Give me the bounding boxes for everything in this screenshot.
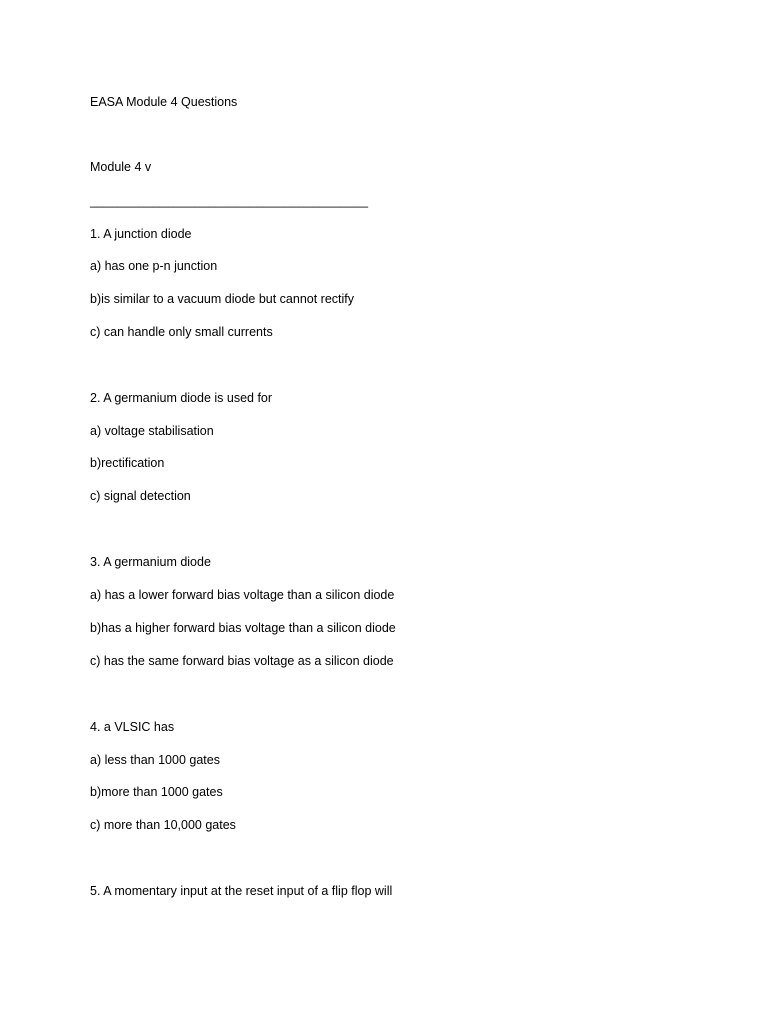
question-4-option-c: c) more than 10,000 gates: [90, 818, 236, 832]
question-5-prompt: 5. A momentary input at the reset input of a flip flop will: [90, 884, 393, 898]
question-3-prompt: 3. A germanium diode: [90, 555, 211, 569]
question-1-option-b: b)is similar to a vacuum diode but cannot rectify: [90, 292, 355, 306]
document-title: EASA Module 4 Questions: [90, 95, 238, 109]
question-4-option-a: a) less than 1000 gates: [90, 753, 220, 767]
question-3-option-b: b)has a higher forward bias voltage than a silicon diode: [90, 621, 396, 635]
question-2-option-a: a) voltage stabilisation: [90, 424, 214, 438]
question-3-option-a: a) has a lower forward bias voltage than a silicon diode: [90, 588, 395, 602]
question-4-prompt: 4. a VLSIC has: [90, 720, 175, 734]
question-1-option-a: a) has one p-n junction: [90, 259, 218, 273]
document-subtitle: Module 4 v: [90, 160, 152, 174]
question-2-option-b: b)rectification: [90, 456, 165, 470]
question-2-option-c: c) signal detection: [90, 489, 191, 503]
separator-line: ________________________________________: [90, 194, 369, 208]
question-3-option-c: c) has the same forward bias voltage as a silicon diode: [90, 654, 394, 668]
question-2-prompt: 2. A germanium diode is used for: [90, 391, 273, 405]
question-1-prompt: 1. A junction diode: [90, 227, 192, 241]
question-1-option-c: c) can handle only small currents: [90, 325, 273, 339]
question-4-option-b: b)more than 1000 gates: [90, 785, 223, 799]
